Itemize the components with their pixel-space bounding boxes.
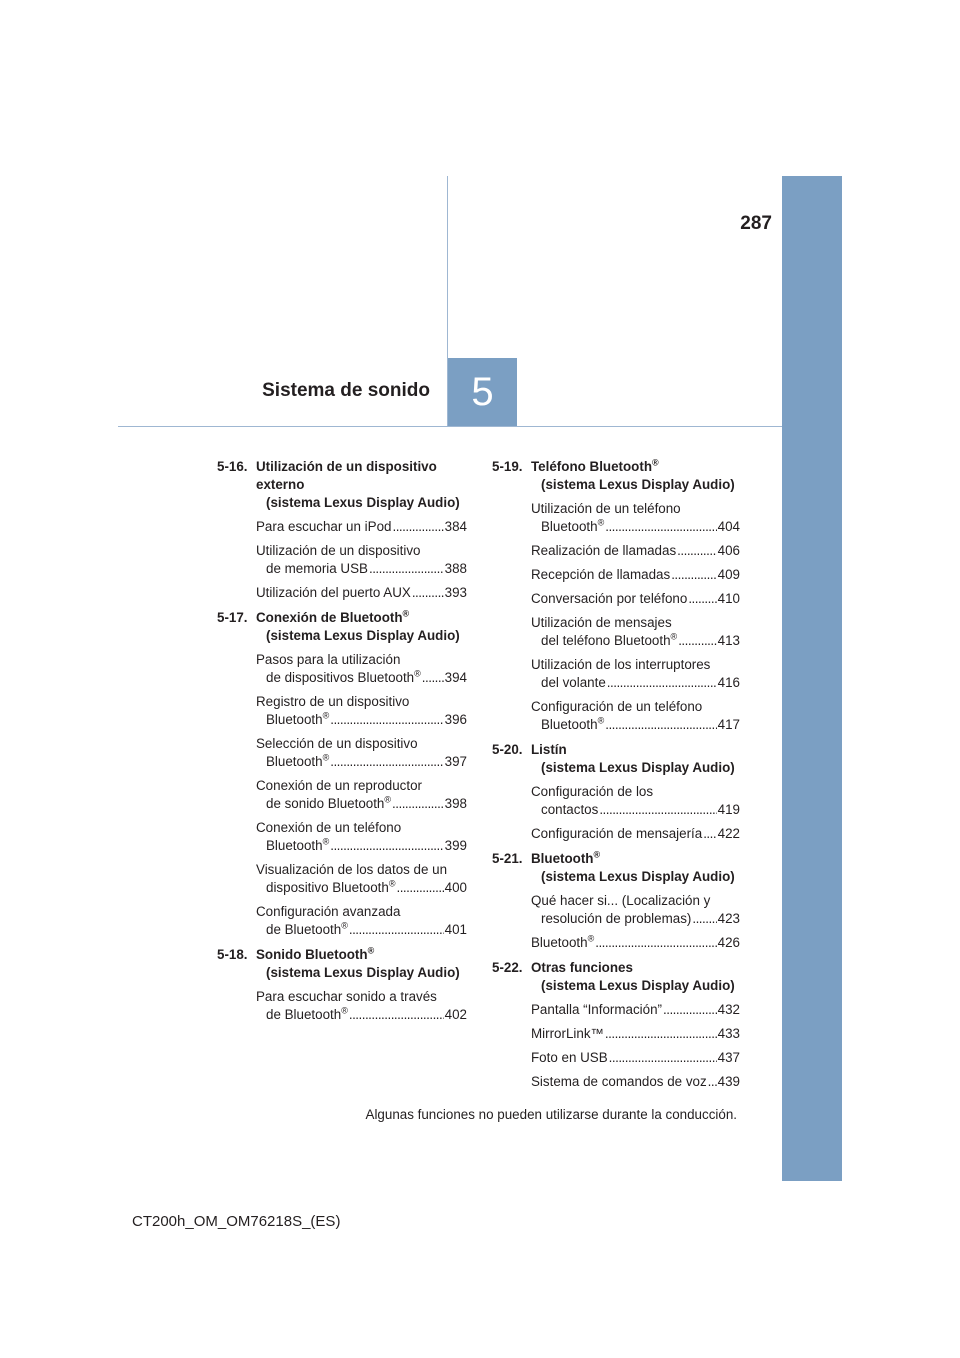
entry-line [531, 892, 740, 910]
leader-dots [392, 795, 444, 813]
section-title-wrap [531, 458, 735, 494]
leader-dots [330, 711, 443, 729]
entry-line [531, 1073, 740, 1091]
entry-text: Sistema de comandos de voz [531, 1074, 707, 1089]
leader-dots [678, 632, 716, 650]
entry-text: Bluetooth® [531, 933, 595, 950]
entry-line [256, 777, 467, 795]
section-title-text: Teléfono Bluetooth [531, 459, 652, 474]
registered-mark: ® [414, 668, 421, 679]
toc-entry [492, 1073, 740, 1091]
entry-text: Configuración de mensajería [531, 826, 703, 841]
toc-entry [492, 1001, 740, 1019]
driving-note: Algunas funciones no pueden utilizarse durante la conducción. [365, 1107, 737, 1122]
entry-line [256, 584, 467, 602]
entry-line [256, 693, 467, 711]
leader-dots [349, 1006, 444, 1024]
entry-text: de Bluetooth® [266, 1005, 348, 1022]
section-heading [217, 458, 467, 512]
entry-line [531, 1025, 740, 1043]
toc-entry [492, 892, 740, 928]
section-title-text: Conexión de Bluetooth [256, 610, 403, 625]
entry-line [256, 542, 467, 560]
toc-entry [492, 566, 740, 584]
entry-line [531, 518, 740, 536]
registered-mark: ® [670, 631, 678, 642]
section-title-wrap [531, 850, 735, 886]
toc-entry [492, 825, 740, 843]
entry-text: Configuración avanzada [256, 904, 401, 919]
entry-line [256, 879, 467, 897]
section-heading [492, 959, 740, 995]
leader-dots [607, 674, 717, 692]
section-subtitle: (sistema Lexus Display Audio) [266, 628, 460, 643]
leader-dots [671, 566, 716, 584]
entry-text: Utilización de un dispositivo [256, 543, 421, 558]
entry-line [531, 801, 740, 819]
page-ref: 416 [717, 675, 740, 690]
entry-text: Utilización de mensajes [531, 615, 672, 630]
entry-text: Bluetooth® [541, 715, 605, 732]
entry-text: Qué hacer si... (Localización y [531, 893, 711, 908]
page-number: 287 [740, 213, 772, 234]
registered-mark: ® [367, 945, 375, 956]
section-subtitle: (sistema Lexus Display Audio) [266, 495, 460, 510]
toc-section [492, 850, 740, 952]
leader-dots [599, 801, 716, 819]
page-ref: 388 [444, 561, 467, 576]
entry-text: Foto en USB [531, 1050, 608, 1065]
page-ref: 402 [444, 1007, 467, 1022]
section-heading [492, 458, 740, 494]
page-ref: 406 [717, 543, 740, 558]
toc-entry [217, 651, 467, 687]
section-heading [217, 609, 467, 645]
leader-dots [703, 825, 716, 843]
page-ref: 410 [717, 591, 740, 606]
entry-text: del teléfono Bluetooth® [541, 631, 678, 648]
leader-dots [708, 1073, 717, 1091]
entry-text: contactos [541, 802, 599, 817]
entry-line [531, 566, 740, 584]
entry-text: Conexión de un reproductor [256, 778, 423, 793]
toc-section [217, 609, 467, 939]
toc-entry [492, 783, 740, 819]
entry-text: Bluetooth® [266, 752, 330, 769]
page-ref: 397 [444, 754, 467, 769]
entry-line [531, 674, 740, 692]
leader-dots [595, 934, 716, 952]
toc-entry [492, 590, 740, 608]
registered-mark: ® [597, 517, 605, 528]
leader-dots [392, 518, 443, 536]
toc-section [492, 458, 740, 734]
toc-entry [217, 861, 467, 897]
entry-text: Utilización de un teléfono [531, 501, 681, 516]
page-ref: 399 [444, 838, 467, 853]
section-title-wrap [256, 458, 467, 512]
leader-dots [692, 910, 716, 928]
entry-text: Registro de un dispositivo [256, 694, 410, 709]
entry-line [256, 988, 467, 1006]
entry-line [531, 825, 740, 843]
leader-dots [396, 879, 443, 897]
page-ref: 439 [717, 1074, 740, 1089]
registered-mark: ® [587, 933, 595, 944]
page-ref: 400 [444, 880, 467, 895]
section-title [256, 609, 460, 627]
section-number: 5-21. [492, 851, 523, 866]
toc-right-column [492, 458, 740, 1098]
entry-line [256, 753, 467, 771]
entry-text: Bluetooth® [541, 517, 605, 534]
toc-entry [492, 614, 740, 650]
entry-line [256, 651, 467, 669]
section-number: 5-16. [217, 459, 248, 474]
entry-text: Utilización de los interruptores [531, 657, 711, 672]
section-title [256, 458, 467, 494]
entry-line [256, 1006, 467, 1024]
section-title-wrap [256, 609, 460, 645]
toc-section [492, 741, 740, 843]
page-ref: 404 [717, 519, 740, 534]
toc-entry [492, 542, 740, 560]
toc-section [217, 458, 467, 602]
entry-text: Configuración de los [531, 784, 654, 799]
registered-mark: ® [388, 878, 396, 889]
section-subtitle: (sistema Lexus Display Audio) [541, 869, 735, 884]
entry-line [531, 783, 740, 801]
entry-line [256, 819, 467, 837]
entry-text: Visualización de los datos de un [256, 862, 448, 877]
section-number: 5-19. [492, 459, 523, 474]
entry-text: del volante [541, 675, 606, 690]
entry-text: de sonido Bluetooth® [266, 794, 392, 811]
leader-dots [330, 753, 443, 771]
footer-code: CT200h_OM_OM76218S_(ES) [132, 1213, 341, 1230]
registered-mark: ® [597, 715, 605, 726]
registered-mark: ® [322, 836, 330, 847]
entry-line [531, 542, 740, 560]
section-subtitle: (sistema Lexus Display Audio) [541, 477, 735, 492]
entry-line [531, 500, 740, 518]
leader-dots [330, 837, 443, 855]
registered-mark: ® [322, 752, 330, 763]
page-ref: 401 [444, 922, 467, 937]
toc-entry [492, 934, 740, 952]
leader-dots [677, 542, 717, 560]
toc-entry [492, 656, 740, 692]
registered-mark: ® [341, 1005, 348, 1016]
leader-dots [369, 560, 444, 578]
header-horizontal-rule [118, 426, 782, 427]
entry-line [531, 910, 740, 928]
entry-line [531, 656, 740, 674]
entry-text: Realización de llamadas [531, 543, 677, 558]
registered-mark: ® [384, 794, 392, 805]
section-title-text: Utilización de un dispositivo externo [256, 459, 437, 492]
page-ref: 422 [717, 826, 740, 841]
registered-mark: ® [593, 849, 601, 860]
page-ref: 409 [717, 567, 740, 582]
toc-entry [492, 500, 740, 536]
entry-line [256, 837, 467, 855]
toc-entry [217, 735, 467, 771]
section-title-wrap [531, 959, 735, 995]
entry-line [531, 716, 740, 734]
page-ref: 423 [717, 911, 740, 926]
toc-entry [217, 584, 467, 602]
registered-mark: ® [402, 608, 410, 619]
toc-entry [217, 542, 467, 578]
leader-dots [609, 1049, 717, 1067]
entry-text: de Bluetooth® [266, 920, 348, 937]
toc-entry [492, 698, 740, 734]
leader-dots [688, 590, 716, 608]
page-ref: 433 [717, 1026, 740, 1041]
section-subtitle: (sistema Lexus Display Audio) [266, 965, 460, 980]
leader-dots [605, 518, 716, 536]
entry-text: Recepción de llamadas [531, 567, 671, 582]
registered-mark: ® [652, 457, 659, 468]
entry-line [256, 518, 467, 536]
toc-entry [492, 1049, 740, 1067]
registered-mark: ® [322, 710, 330, 721]
entry-text: Para escuchar un iPod [256, 519, 392, 534]
leader-dots [663, 1001, 717, 1019]
entry-line [256, 711, 467, 729]
toc-section [217, 946, 467, 1024]
entry-text: Utilización del puerto AUX [256, 585, 411, 600]
chapter-side-tab [782, 176, 842, 1181]
section-title [531, 458, 735, 476]
section-number: 5-18. [217, 947, 248, 962]
section-title-wrap [531, 741, 735, 777]
section-heading [217, 946, 467, 982]
page-ref: 417 [717, 717, 740, 732]
section-title [531, 741, 735, 759]
chapter-title: Sistema de sonido [262, 380, 430, 401]
section-title-text: Otras funciones [531, 960, 633, 975]
toc-left-column [217, 458, 467, 1031]
entry-text: de memoria USB [266, 561, 368, 576]
leader-dots [422, 669, 444, 687]
section-heading [492, 741, 740, 777]
entry-line [531, 1001, 740, 1019]
page-ref: 432 [717, 1002, 740, 1017]
entry-line [256, 795, 467, 813]
section-subtitle: (sistema Lexus Display Audio) [541, 978, 735, 993]
page-ref: 413 [717, 633, 740, 648]
entry-line [531, 698, 740, 716]
page-ref: 384 [444, 519, 467, 534]
section-heading [492, 850, 740, 886]
section-subtitle: (sistema Lexus Display Audio) [541, 760, 735, 775]
entry-text: Pantalla “Información” [531, 1002, 662, 1017]
registered-mark: ® [341, 920, 348, 931]
toc-entry [217, 903, 467, 939]
entry-text: Bluetooth® [266, 836, 330, 853]
page-ref: 398 [444, 796, 467, 811]
entry-line [531, 614, 740, 632]
entry-text: Selección de un dispositivo [256, 736, 418, 751]
section-title [531, 850, 735, 868]
entry-text: Pasos para la utilización [256, 652, 401, 667]
page-ref: 393 [444, 585, 467, 600]
entry-line [531, 1049, 740, 1067]
toc-entry [217, 518, 467, 536]
leader-dots [349, 921, 444, 939]
chapter-number-box: 5 [448, 358, 517, 426]
entry-line [531, 590, 740, 608]
entry-text: Conversación por teléfono [531, 591, 688, 606]
entry-line [531, 934, 740, 952]
leader-dots [605, 1025, 717, 1043]
entry-line [256, 560, 467, 578]
toc-section [492, 959, 740, 1091]
section-number: 5-22. [492, 960, 523, 975]
page-ref: 426 [717, 935, 740, 950]
entry-text: Configuración de un teléfono [531, 699, 703, 714]
entry-text: Para escuchar sonido a través [256, 989, 437, 1004]
entry-text: de dispositivos Bluetooth® [266, 668, 421, 685]
toc-entry [217, 988, 467, 1024]
entry-text: Conexión de un teléfono [256, 820, 402, 835]
leader-dots [412, 584, 444, 602]
entry-line [256, 903, 467, 921]
page-ref: 419 [717, 802, 740, 817]
section-title-text: Bluetooth [531, 851, 594, 866]
entry-line [256, 735, 467, 753]
page-ref: 437 [717, 1050, 740, 1065]
entry-line [531, 632, 740, 650]
section-title-text: Listín [531, 742, 567, 757]
entry-line [256, 669, 467, 687]
section-title-text: Sonido Bluetooth [256, 947, 368, 962]
entry-text: Bluetooth® [266, 710, 330, 727]
section-title [531, 959, 735, 977]
entry-line [256, 921, 467, 939]
entry-text: resolución de problemas) [541, 911, 692, 926]
entry-text: dispositivo Bluetooth® [266, 878, 396, 895]
toc-entry [217, 819, 467, 855]
page-ref: 396 [444, 712, 467, 727]
page-ref: 394 [444, 670, 467, 685]
section-title-wrap [256, 946, 460, 982]
toc-entry [217, 777, 467, 813]
section-title [256, 946, 460, 964]
section-number: 5-20. [492, 742, 523, 757]
toc-entry [492, 1025, 740, 1043]
entry-text: MirrorLink™ [531, 1026, 604, 1041]
leader-dots [605, 716, 716, 734]
toc-entry [217, 693, 467, 729]
section-number: 5-17. [217, 610, 248, 625]
entry-line [256, 861, 467, 879]
